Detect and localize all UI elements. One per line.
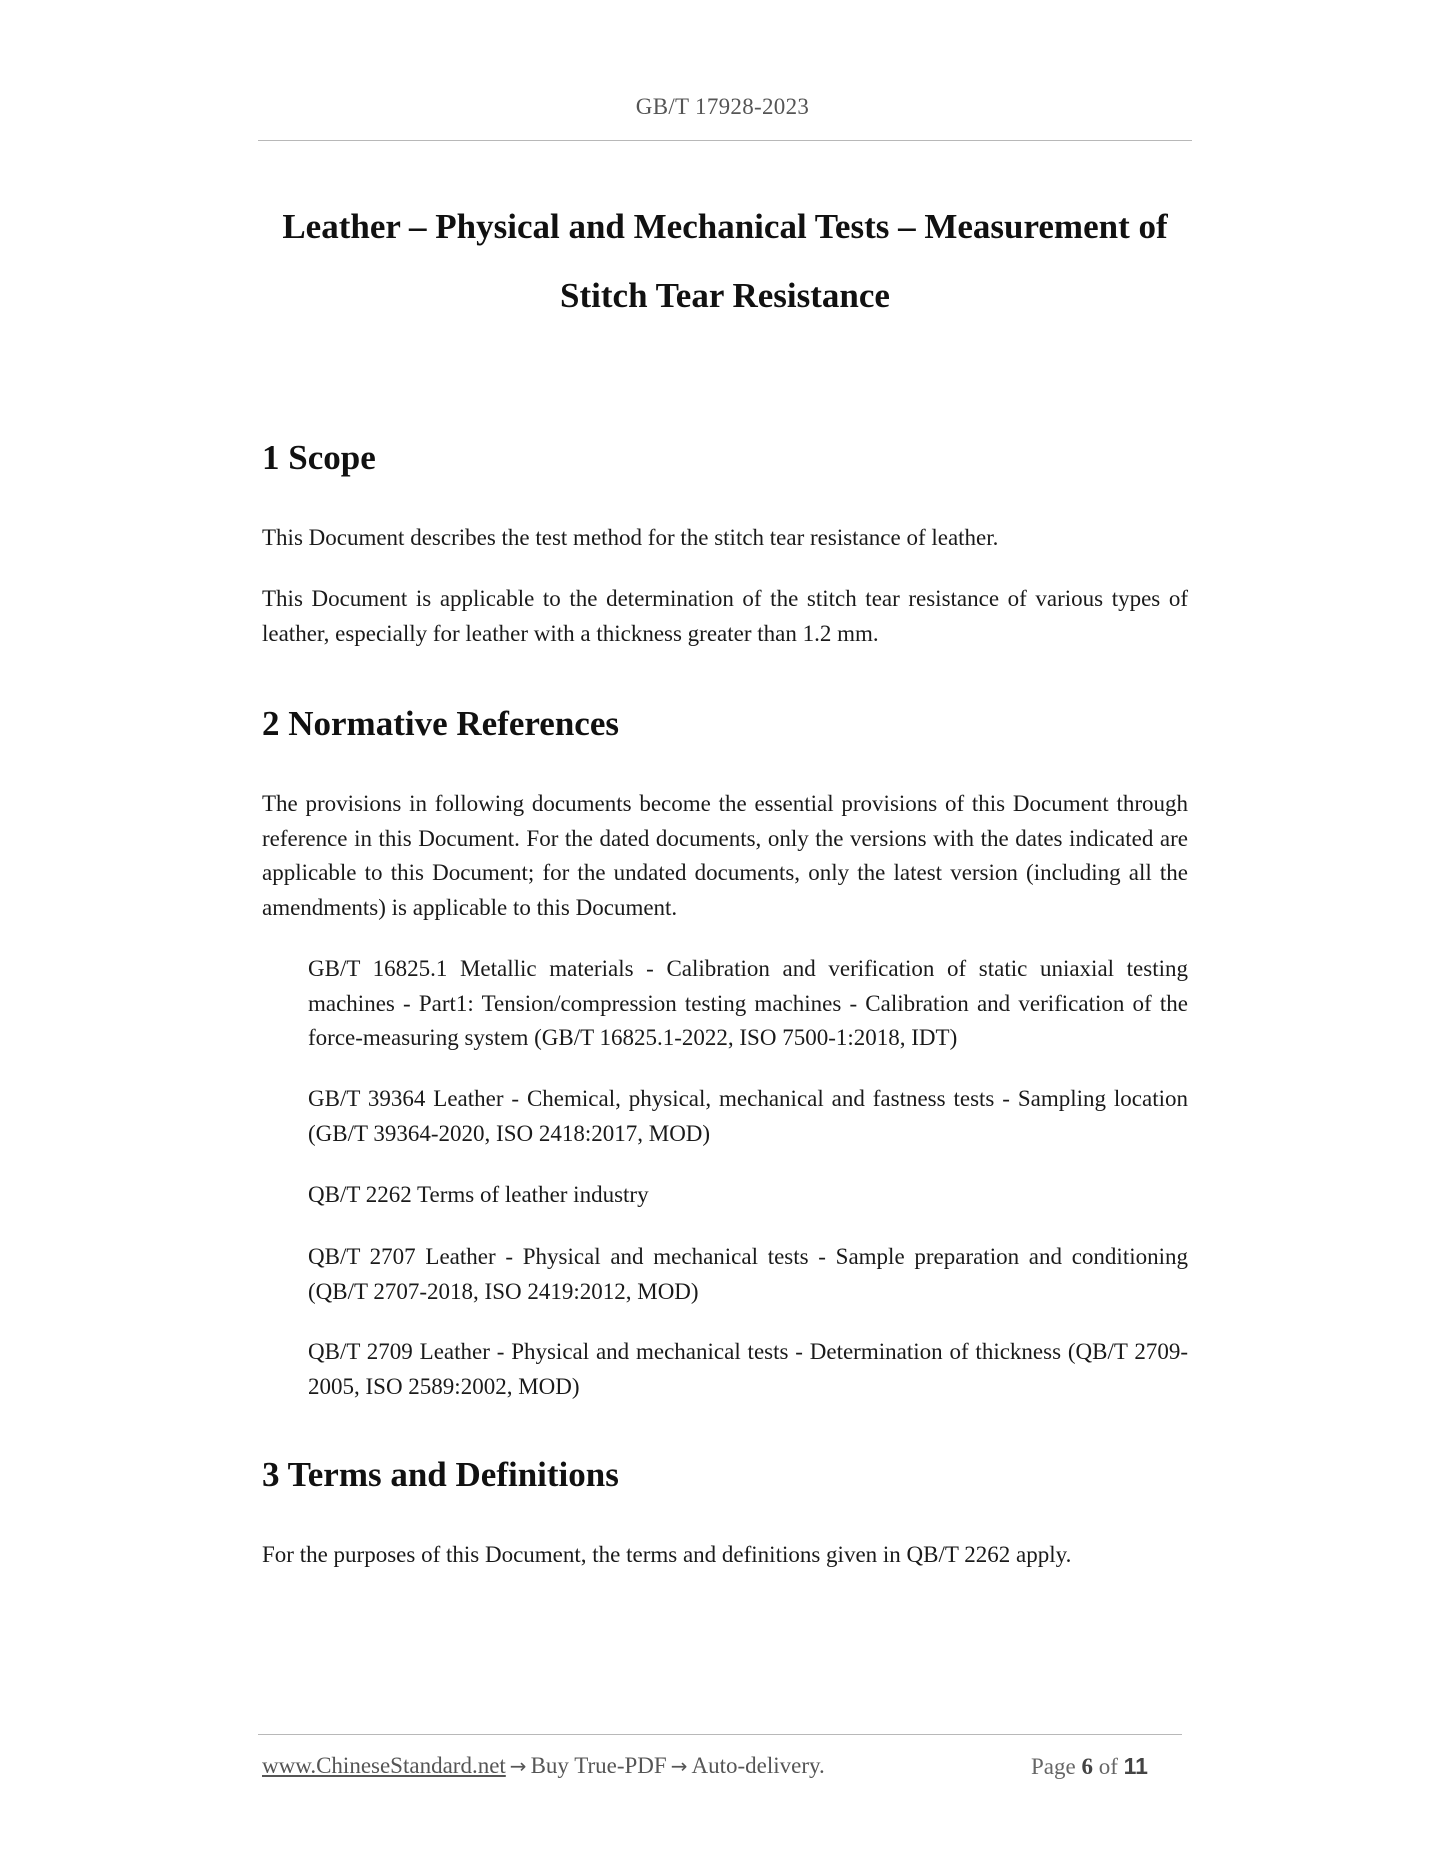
buy-true-pdf-text: Buy True-PDF — [530, 1753, 667, 1778]
header-divider — [258, 140, 1192, 141]
arrow-right-icon: → — [509, 1754, 527, 1778]
site-link[interactable]: www.ChineseStandard.net — [262, 1753, 506, 1778]
footer-divider — [258, 1734, 1182, 1735]
page-total: 11 — [1123, 1753, 1148, 1779]
page-indicator — [1031, 1753, 1148, 1780]
section-heading-terms-definitions: 3 Terms and Definitions — [262, 1455, 619, 1494]
reference-item: QB/T 2709 Leather - Physical and mechanical tests - Determination of thickness (QB/T 2709-2005, ISO 2589:2002, MOD) — [308, 1339, 1188, 1399]
section-heading-scope: 1 Scope — [262, 438, 376, 477]
header-standard-code: GB/T 17928-2023 — [635, 94, 810, 119]
arrow-right-icon: → — [670, 1754, 688, 1778]
section-heading-normative-references: 2 Normative References — [262, 704, 619, 743]
scope-paragraph-1: This Document describes the test method for the stitch tear resistance of leather. — [262, 525, 999, 550]
terms-paragraph-1: For the purposes of this Document, the terms and definitions given in QB/T 2262 apply. — [262, 1542, 1072, 1567]
page-number: 6 — [1081, 1754, 1093, 1779]
title-line-2: Stitch Tear Resistance — [560, 276, 890, 315]
footer-promo — [262, 1753, 825, 1779]
reference-item: GB/T 16825.1 Metallic materials - Calibration and verification of static uniaxial testing machines - Part1: Tension/compression testing machines - Calibration and verification of the force-measuring system (GB/T 16825.1-2022, ISO 7500-1:2018, IDT) — [308, 956, 1188, 1050]
normative-intro-paragraph: The provisions in following documents become the essential provisions of this Document through reference in this Document. For the dated documents, only the versions with the dates indicated are applicable to this Document; for the undated documents, only the latest version (including all the amendments) is applicable to this Document. — [262, 791, 1188, 920]
page-label: Page — [1031, 1754, 1076, 1779]
auto-delivery-text: Auto-delivery. — [691, 1753, 825, 1778]
reference-item: QB/T 2707 Leather - Physical and mechanical tests - Sample preparation and conditioning (QB/T 2707-2018, ISO 2419:2012, MOD) — [308, 1244, 1188, 1304]
reference-item: GB/T 39364 Leather - Chemical, physical, mechanical and fastness tests - Sampling location (GB/T 39364-2020, ISO 2418:2017, MOD) — [308, 1086, 1188, 1146]
scope-paragraph-2: This Document is applicable to the determination of the stitch tear resistance of various types of leather, especially for leather with a thickness greater than 1.2 mm. — [262, 586, 1188, 646]
document-title — [258, 192, 1192, 330]
of-label: of — [1098, 1754, 1118, 1779]
reference-item: QB/T 2262 Terms of leather industry — [308, 1182, 649, 1207]
title-line-1: Leather – Physical and Mechanical Tests – Measurement of — [282, 207, 1168, 246]
